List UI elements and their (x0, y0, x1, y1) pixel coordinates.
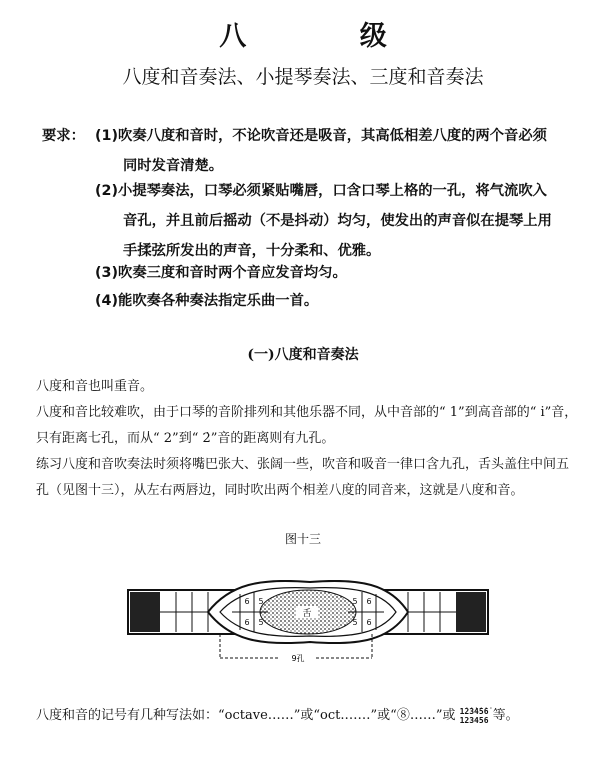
requirement-item-2 (95, 176, 600, 266)
harmonica-diagram (120, 580, 500, 670)
nine-hole-label: 9孔 (291, 654, 305, 663)
requirements-label: 要求： (42, 128, 85, 144)
requirement-2-line3: 手揉弦所发出的声音，十分柔和、优雅。 (123, 243, 381, 259)
harmonica-left-cap (130, 592, 160, 632)
requirement-3-line1: (3)吹奏三度和音时两个音应发音均匀。 (95, 265, 347, 281)
notation-line (36, 703, 596, 729)
requirement-2-line2: 音孔，并且前后摇动（不是抖动）均匀，使发出的声音似在提琴上用 (123, 213, 552, 229)
tongue-label: 舌 (302, 609, 312, 619)
figure-caption: 图十三 (284, 532, 321, 546)
notation-text-before: 八度和音的记号有几种写法如：“octave……”或“oct.……”或“⑧……”或 (36, 708, 456, 723)
notation-stack-bottom: 123456 (459, 715, 489, 725)
notation-text-after: 等。 (492, 708, 519, 723)
requirement-4-line1: (4)能吹奏各种奏法指定乐曲一首。 (95, 293, 319, 309)
requirement-1-line1: (1)吹奏八度和音时，不论吹音还是吸音，其高低相差八度的两个音必须 (95, 128, 547, 144)
right-digit-3: 5 (352, 618, 358, 627)
right-digit-1: 5 (352, 597, 358, 606)
harmonica-mouth-figure (120, 580, 500, 670)
requirement-2-line1: (2)小提琴奏法，口琴必须紧贴嘴唇，口含口琴上格的一孔，将气流吹入 (95, 183, 547, 199)
requirement-item-1 (95, 121, 600, 181)
section-heading: (一)八度和音奏法 (247, 347, 359, 363)
right-digit-4: 6 (366, 618, 372, 627)
paragraph-2: 八度和音比较难吹，由于口琴的音阶排列和其他乐器不同，从中音部的“ 1”到高音部的“ i̇”音，只有距离七孔，而从“ 2”到“ 2̇”音的距离则有九孔。 (36, 405, 578, 446)
requirement-item-3 (95, 258, 600, 288)
left-digit-3: 6 (244, 618, 250, 627)
paragraph-1: 八度和音也叫重音。 (36, 379, 154, 394)
left-digit-4: 5 (258, 618, 264, 627)
requirements-block (42, 121, 602, 311)
harmonica-right-cap (456, 592, 486, 632)
page-title: 八 级 (219, 21, 439, 52)
paragraph-3: 练习八度和音吹奏法时须将嘴巴张大、张阔一些，吹音和吸音一律口含九孔，舌头盖住中间五孔（见图十三），从左右两唇边，同时吹出两个相差八度的同音来，这就是八度和音。 (36, 457, 570, 498)
requirement-1-line2: 同时发音清楚。 (123, 158, 224, 174)
page-subtitle: 八度和音奏法、小提琴奏法、三度和音奏法 (122, 66, 484, 88)
left-digit-2: 5 (258, 597, 264, 606)
notation-stack-top: 1̇2̇3̇4̇5̇6̇ (459, 706, 489, 716)
requirement-item-4 (95, 286, 600, 316)
left-digit-1: 6 (244, 597, 250, 606)
notation-number-stack (460, 707, 489, 725)
right-digit-2: 6 (366, 597, 372, 606)
